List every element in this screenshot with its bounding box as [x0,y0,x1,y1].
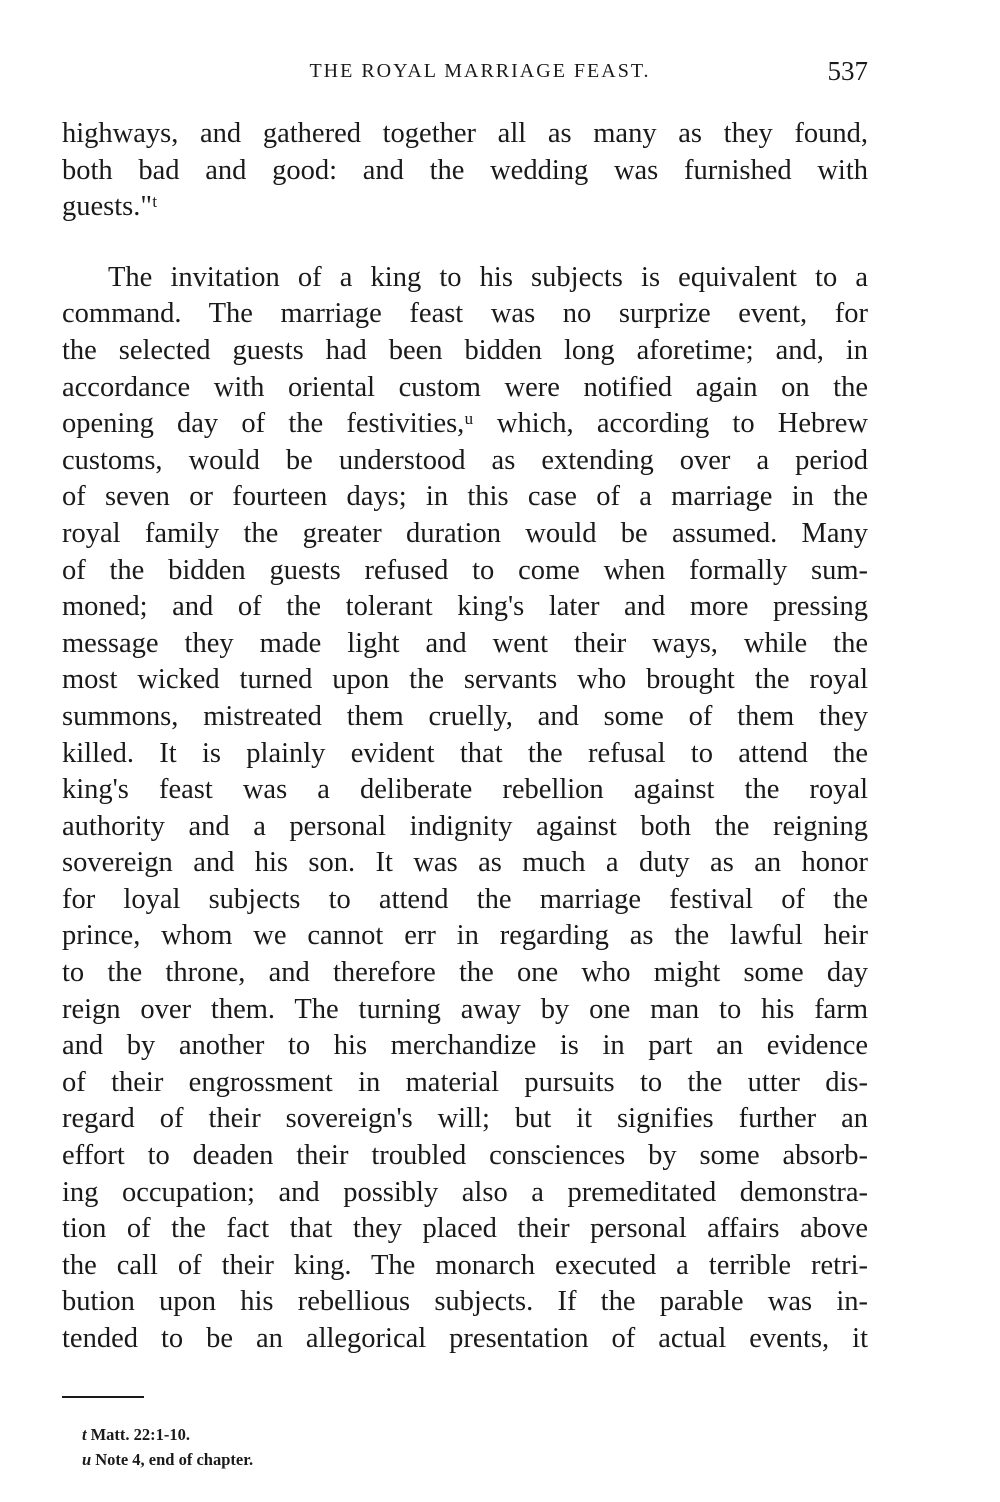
footnote-text: Note 4, end of chapter. [95,1449,254,1469]
paragraph-main [62,260,868,1358]
text-line: to the throne, and therefore the one who might some day [62,957,868,989]
text-line: guests."ᵗ [62,191,158,223]
text-line: tion of the fact that they placed their personal affairs above [62,1213,868,1245]
footnote [82,1422,868,1447]
text-line: both bad and good: and the wedding was furnished with [62,154,868,186]
footnotes [62,1422,868,1472]
text-line: message they made light and went their ways, while the [62,627,868,659]
text-line: king's feast was a deliberate rebellion against the royal [62,774,868,806]
text-line: regard of their sovereign's will; but it signifies further an [62,1103,868,1135]
text-line: the call of their king. The monarch executed a terrible retri- [62,1249,868,1281]
text-line: highways, and gathered together all as many as they found, [62,118,868,149]
text-line: of seven or fourteen days; in this case of a marriage in the [62,481,868,513]
text-line: killed. It is plainly evident that the refusal to attend the [62,737,868,769]
text-line: authority and a personal indignity against both the reigning [62,810,868,842]
footnote [82,1447,868,1472]
footnote-divider [62,1396,144,1398]
text-line: customs, would be understood as extending over a period [62,444,868,476]
text-line: the selected guests had been bidden long aforetime; and, in [62,334,868,366]
text-line: for loyal subjects to attend the marriage festival of the [62,883,868,915]
text-line: prince, whom we cannot err in regarding as the lawful heir [62,920,868,952]
text-line: moned; and of the tolerant king's later and more pressing [62,591,868,623]
text-line: sovereign and his son. It was as much a duty as an honor [62,847,868,879]
footnote-text: Matt. 22:1-10. [90,1424,191,1444]
text-line: tended to be an allegorical presentation of actual events, it [62,1323,868,1354]
text-line: bution upon his rebellious subjects. If the parable was in- [62,1286,868,1318]
paragraph-continuation [62,116,868,226]
running-title: THE ROYAL MARRIAGE FEAST. [309,60,651,82]
page-number: 537 [827,56,868,86]
text-line: effort to deaden their troubled consciences by some absorb- [62,1140,868,1172]
text-line: summons, mistreated them cruelly, and some of them they [62,700,868,732]
book-page [62,50,868,1469]
text-line: reign over them. The turning away by one man to his farm [62,993,868,1025]
footnote-mark: u [82,1449,92,1469]
text-line: of the bidden guests refused to come when formally sum- [62,554,868,586]
footnote-mark: t [82,1424,87,1444]
text-line: opening day of the festivities,ᵘ which, according to Hebrew [62,408,868,440]
text-line: command. The marriage feast was no surprize event, for [62,298,868,330]
text-line: royal family the greater duration would be assumed. Many [62,517,868,549]
running-head [62,50,868,94]
text-line: and by another to his merchandize is in part an evidence [62,1030,868,1062]
text-line: accordance with oriental custom were notified again on the [62,371,868,403]
text-line: ing occupation; and possibly also a premeditated demonstra- [62,1176,868,1208]
text-line: most wicked turned upon the servants who brought the royal [62,664,868,696]
text-line: The invitation of a king to his subjects is equivalent to a [108,261,868,293]
text-line: of their engrossment in material pursuits to the utter dis- [62,1066,868,1098]
